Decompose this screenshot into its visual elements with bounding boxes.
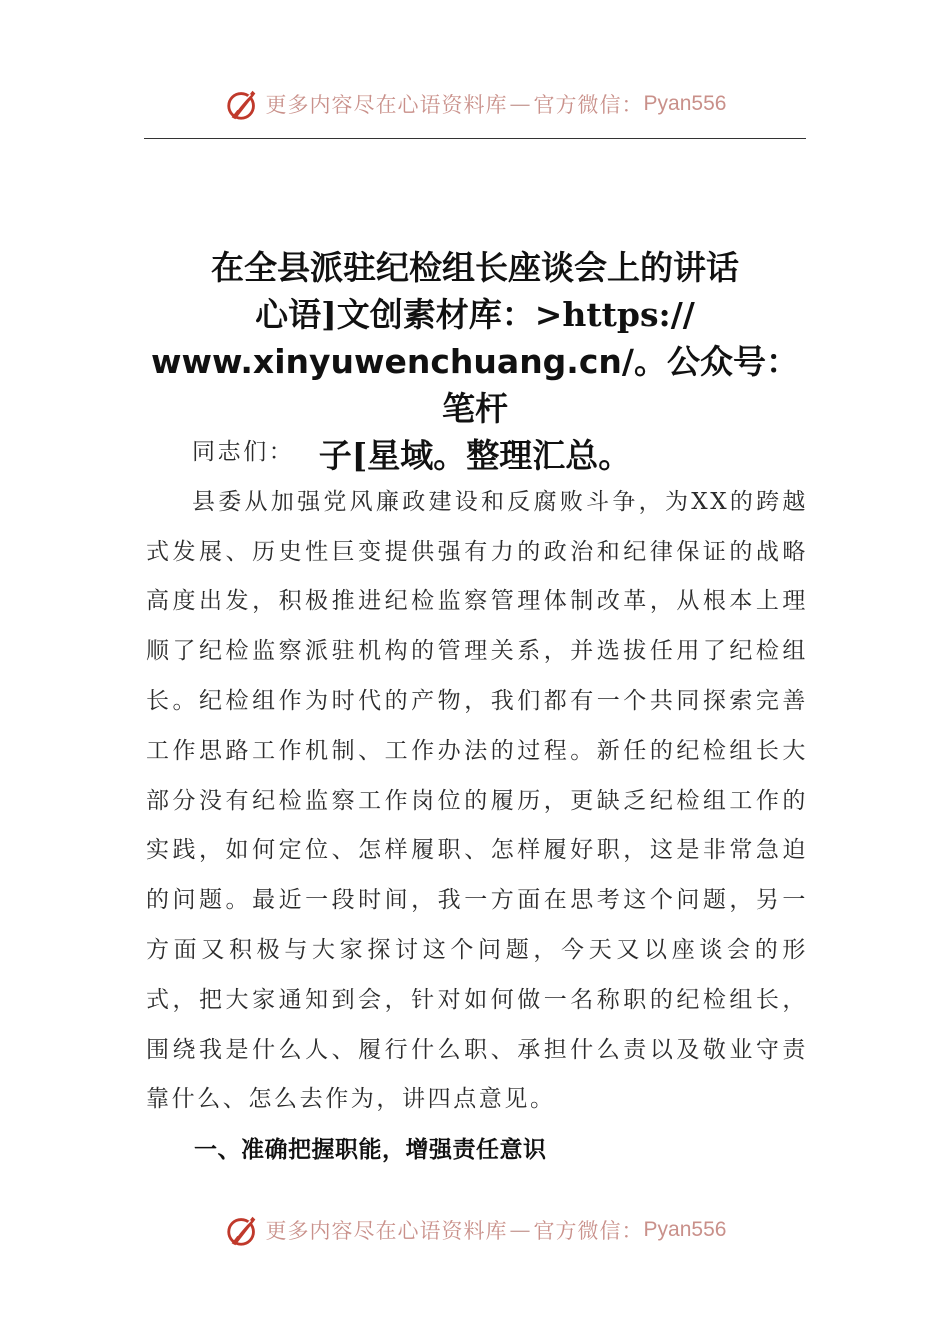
title-line-1: 在全县派驻纪检组长座谈会上的讲话 — [211, 248, 739, 287]
body-paragraph: 县委从加强党风廉政建设和反腐败斗争，为XX的跨越式发展、历史性巨变提供强有力的政治和纪律保证的战略高度出发，积极推进纪检监察管理体制改革，从根本上理顺了纪检监察派驻机构的管理关系，并选拔任用了纪检组长。纪检组作为时代的产物，我们都有一个共同探索完善工作思路工作机制、工作办法的过程。新任的纪检组长大部分没有纪检监察工作岗位的履历，更缺乏纪检组工作的实践，如何定位、怎样履职、怎样履好职，这是非常急迫的问题。最近一段时间，我一方面在思考这个问题，另一方面又积极与大家探讨这个问题，今天又以座谈会的形式，把大家通知到会，针对如何做一名称职的纪检组长，围绕我是什么人、履行什么职、承担什么责以及敬业守责靠什么、怎么去作为，讲四点意见。 — [146, 488, 808, 1113]
quill-logo-icon — [224, 85, 262, 123]
watermark-suffix: 官方微信： — [533, 93, 644, 117]
greeting: 同志们： — [192, 439, 295, 465]
header-watermark — [0, 84, 950, 124]
quill-logo-icon — [224, 1211, 262, 1249]
watermark-text: 更多内容尽在心语资料库 — [265, 1219, 508, 1243]
watermark-separator: — — [509, 92, 532, 116]
title-url: www.xinyuwenchuang.cn/ — [151, 342, 634, 381]
header-divider — [144, 138, 806, 139]
watermark-separator: — — [509, 1218, 532, 1242]
title-line-3 — [140, 338, 810, 432]
footer-watermark — [0, 1210, 950, 1250]
title-line-2 — [140, 291, 810, 338]
title-line-3-rest: 。公众号：笔杆 — [442, 342, 799, 428]
section-heading: 一、准确把握职能，增强责任意识 — [194, 1137, 547, 1163]
watermark-wechat-id: Pyan556 — [643, 1218, 727, 1241]
document-body — [146, 428, 808, 1125]
title-line-4: 子[星域。整理汇总。 — [318, 436, 632, 475]
watermark-suffix: 官方微信： — [533, 1219, 644, 1243]
title-line-2-text: 心语]文创素材库：>https:// — [255, 295, 695, 334]
watermark-wechat-id: Pyan556 — [643, 92, 727, 115]
watermark-text: 更多内容尽在心语资料库 — [265, 93, 508, 117]
